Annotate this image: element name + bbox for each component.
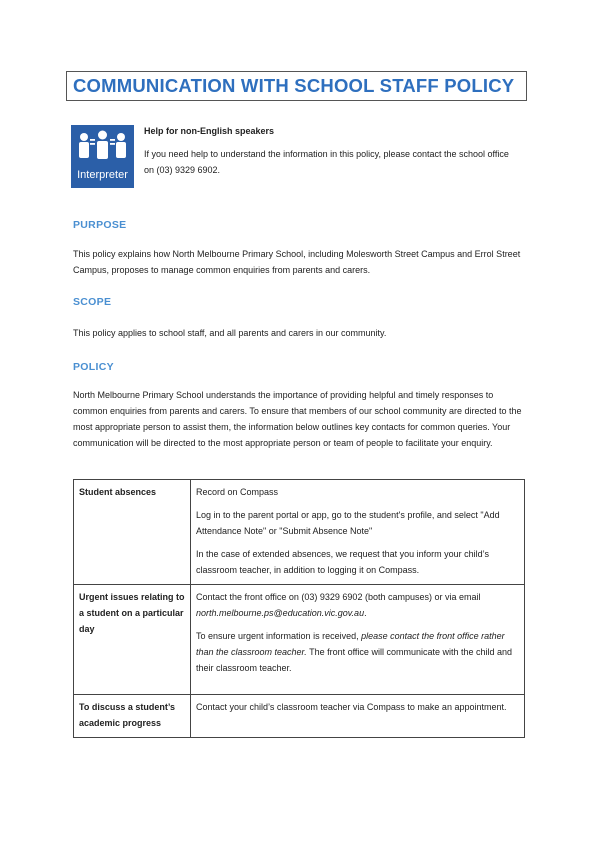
row-topic: Urgent issues relating to a student on a particular day xyxy=(74,585,191,695)
contacts-table xyxy=(73,479,525,738)
table-row xyxy=(74,480,525,585)
row-topic: Student absences xyxy=(74,480,191,585)
row-paragraph xyxy=(196,589,519,621)
row-details xyxy=(191,480,525,585)
help-text: If you need help to understand the information in this policy, please contact the school office on (03) 9329 6902. xyxy=(144,149,509,175)
urgent-text: To ensure urgent information is received, xyxy=(196,631,362,641)
interpreter-icon xyxy=(71,125,134,188)
row-paragraph: Log in to the parent portal or app, go to the student's profile, and select "Add Attendance Note" or "Submit Absence Note" xyxy=(196,510,500,536)
row-paragraph: Contact your child’s classroom teacher via Compass to make an appointment. xyxy=(196,702,507,712)
row-paragraph: Record on Compass xyxy=(196,487,279,497)
contact-text: Contact the front office on (03) 9329 6902 (both campuses) or via email xyxy=(196,592,481,602)
row-paragraph: In the case of extended absences, we request that you inform your child’s classroom teacher, in addition to logging it on Compass. xyxy=(196,549,490,575)
email-link[interactable]: north.melbourne.ps@education.vic.gov.au xyxy=(196,608,365,618)
contact-text-end: . xyxy=(364,608,367,618)
policy-title-box xyxy=(66,71,527,101)
row-details xyxy=(191,585,525,695)
page-title: COMMUNICATION WITH SCHOOL STAFF POLICY xyxy=(73,75,515,96)
scope-text: This policy applies to school staff, and all parents and carers in our community. xyxy=(73,328,387,338)
table-row xyxy=(74,695,525,738)
urgent-text-end: The front office will communicate with the child and their classroom teacher. xyxy=(196,647,513,673)
row-paragraph xyxy=(196,628,519,676)
purpose-text: This policy explains how North Melbourne Primary School, including Molesworth Street Campus and Errol Street Campus, proposes to manage common enquiries from parents and carers. xyxy=(73,249,521,275)
help-heading: Help for non-English speakers xyxy=(144,126,275,136)
table-row xyxy=(74,585,525,695)
interpreter-logo-label: Interpreter xyxy=(77,169,128,181)
policy-heading: POLICY xyxy=(73,361,114,373)
row-topic: To discuss a student’s academic progress xyxy=(74,695,191,738)
scope-heading: SCOPE xyxy=(73,296,112,308)
row-details xyxy=(191,695,525,738)
urgent-emphasis: please contact the front office rather than the classroom teacher. xyxy=(196,631,505,657)
purpose-heading: PURPOSE xyxy=(73,219,127,231)
policy-text: North Melbourne Primary School understands the importance of providing helpful and timely responses to common enquiries from parents and carers. To ensure that members of our school community are directed to the most appropriate person to assist them, the information below outlines key contacts for common queries. Your communication will be directed to the most appropriate person or team of people to facilitate your enquiry. xyxy=(73,390,522,448)
